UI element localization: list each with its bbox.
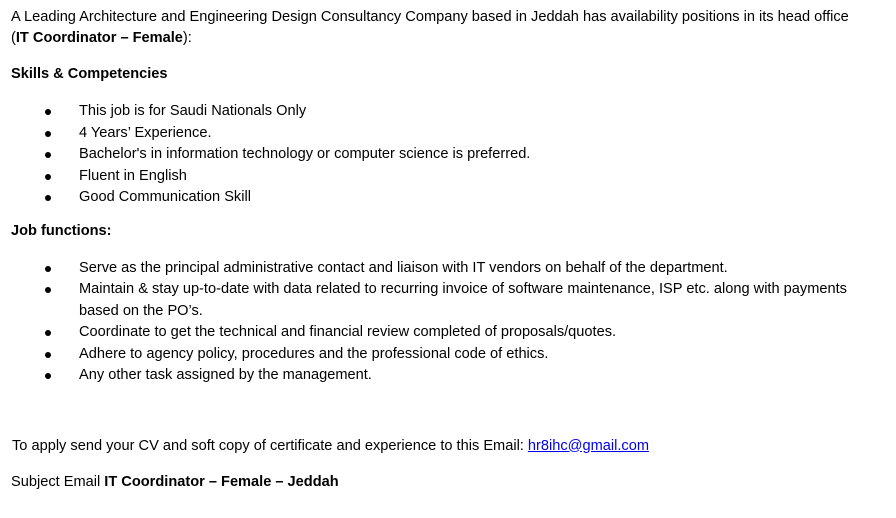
bullet-icon	[45, 109, 51, 115]
apply-text: To apply send your CV and soft copy of certificate and experience to this Email:	[12, 437, 528, 454]
close-paren: ):	[182, 30, 192, 46]
job-posting-document	[11, 7, 891, 493]
bullet-icon	[45, 266, 51, 272]
list-item	[11, 279, 891, 322]
bullet-icon	[45, 287, 51, 293]
list-item-text: This job is for Saudi Nationals Only	[79, 103, 307, 119]
list-item	[11, 101, 891, 123]
list-item	[11, 187, 891, 209]
email-link[interactable]: hr8ihc@gmail.com	[527, 437, 649, 454]
list-item-text: Any other task assigned by the management.	[79, 367, 372, 383]
intro-line: A Leading Architecture and Engineering Design Consultancy Company based in Jeddah has availability positions in its head office	[11, 9, 849, 25]
open-paren: (	[11, 30, 16, 46]
list-item	[11, 258, 891, 280]
bullet-icon	[45, 195, 51, 201]
bullet-icon	[45, 373, 51, 379]
list-item	[11, 144, 891, 166]
list-item-text: Good Communication Skill	[79, 189, 251, 205]
bullet-icon	[45, 152, 51, 158]
list-item-text: Coordinate to get the technical and financial review completed of proposals/quotes.	[79, 324, 617, 340]
skills-list	[11, 101, 891, 209]
list-item-text: Bachelor's in information technology or computer science is preferred.	[79, 146, 531, 162]
subject-prefix: Subject Email	[11, 473, 105, 490]
subject-line	[11, 472, 891, 493]
list-item	[11, 365, 891, 387]
list-item-text: Serve as the principal administrative contact and liaison with IT vendors on behalf of the department.	[79, 259, 728, 276]
position-title: IT Coordinator – Female	[15, 30, 183, 46]
apply-instructions	[11, 436, 891, 457]
intro-paragraph	[11, 7, 891, 49]
list-item	[11, 123, 891, 145]
subject-value: IT Coordinator – Female – Jeddah	[104, 473, 339, 490]
list-item-text: Fluent in English	[79, 167, 187, 184]
list-item-text: Adhere to agency policy, procedures and the professional code of ethics.	[79, 345, 549, 362]
intro-position-line	[11, 28, 891, 49]
bullet-icon	[45, 352, 51, 358]
job-functions-heading: Job functions:	[11, 222, 112, 239]
skills-heading: Skills & Competencies	[11, 66, 168, 82]
list-item	[11, 322, 891, 344]
list-item	[11, 166, 891, 188]
list-item-text: 4 Years’ Experience.	[79, 124, 212, 141]
bullet-icon	[45, 174, 51, 180]
list-item	[11, 344, 891, 366]
bullet-icon	[45, 330, 51, 336]
bullet-icon	[45, 131, 51, 137]
list-item-text: Maintain & stay up-to-date with data related to recurring invoice of software maintenance, ISP etc. along with payments based on the PO’s.	[79, 281, 847, 319]
job-functions-list	[11, 258, 891, 387]
